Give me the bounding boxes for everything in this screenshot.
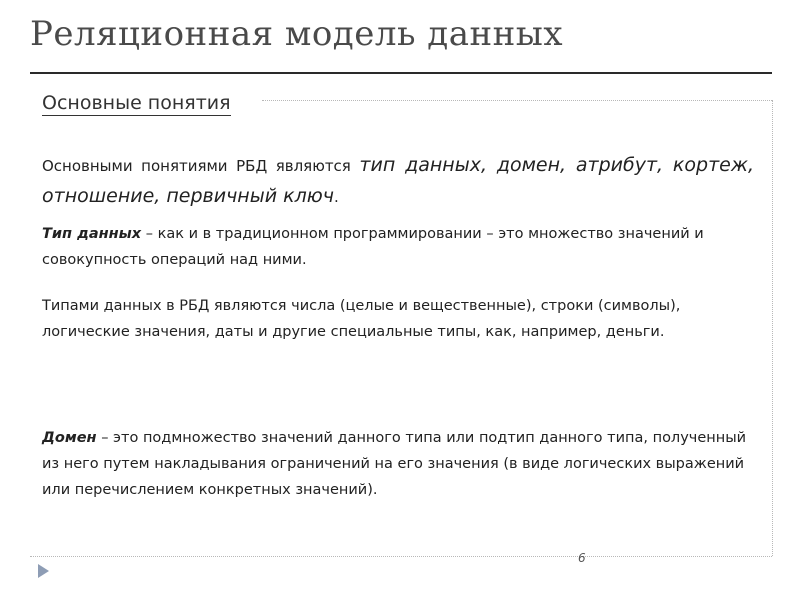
domain-definition: – это подмножество значений данного типа или подтип данного типа, полученный из него путем накладывания ограничений на его значения (в виде логических выражений или перечислением конкретных значений). — [42, 430, 747, 498]
intro-end: . — [333, 188, 339, 206]
triangle-right-icon[interactable] — [38, 564, 49, 578]
intro-terms: тип данных, домен, атрибут, кортеж, отношение, первичный ключ — [42, 154, 754, 207]
intro-lead: Основными понятиями РБД являются — [42, 157, 360, 175]
data-types-list-paragraph — [42, 293, 762, 345]
page-number: 6 — [578, 551, 586, 565]
domain-paragraph — [42, 425, 762, 503]
content-frame-top — [262, 100, 772, 101]
section-subtitle: Основные понятия — [42, 92, 231, 114]
content-frame-bottom — [30, 556, 772, 557]
intro-paragraph — [42, 150, 754, 212]
data-type-paragraph — [42, 221, 762, 273]
data-type-term: Тип данных — [42, 226, 142, 242]
title-divider — [30, 72, 772, 74]
content-frame-right — [772, 100, 773, 556]
data-types-list-text: Типами данных в РБД являются числа (целые и вещественные), строки (символы), логические значения, даты и другие специальные типы, как, например, деньги. — [42, 298, 681, 340]
slide-title: Реляционная модель данных — [30, 14, 564, 54]
data-type-definition: – как и в традиционном программировании – это множество значений и совокупность операций над ними. — [42, 226, 704, 268]
domain-term: Домен — [42, 430, 97, 446]
